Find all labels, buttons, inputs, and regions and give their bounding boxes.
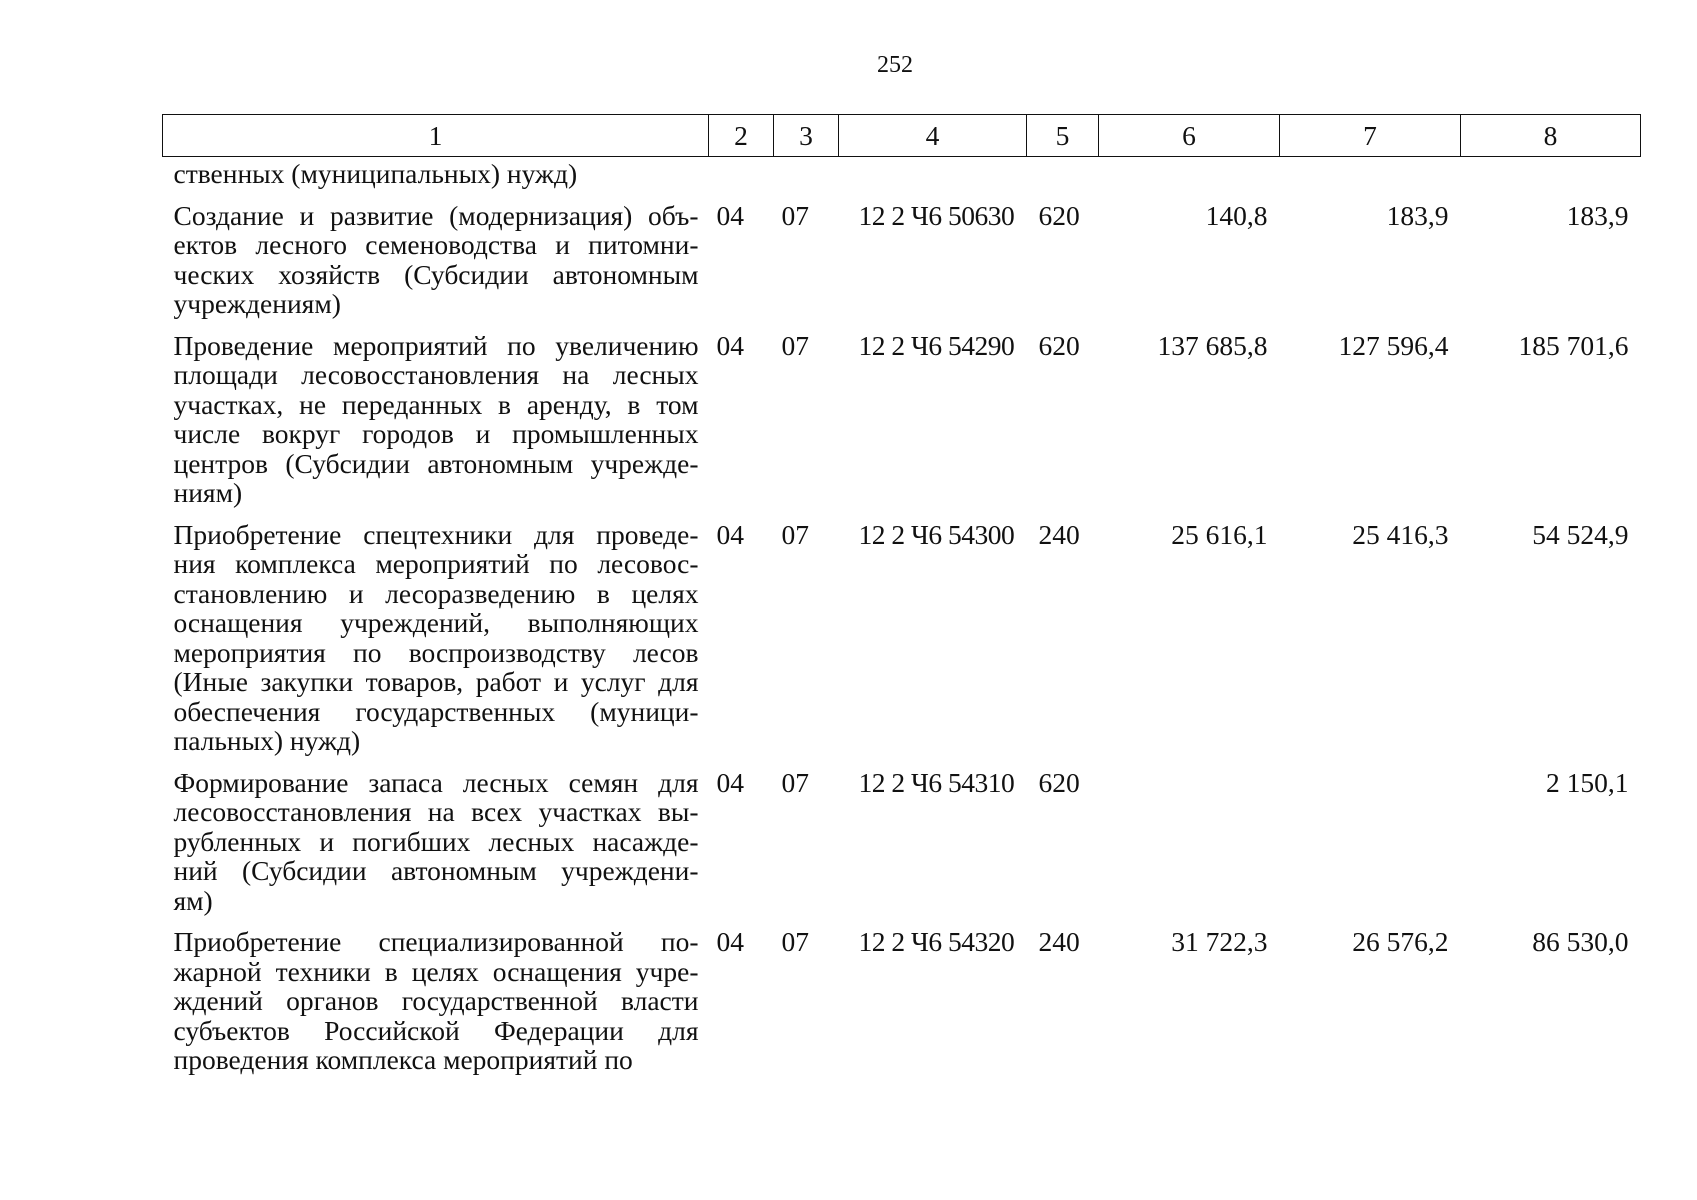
- row-amount-col-6: 140,8: [1205, 199, 1268, 231]
- description-line: лесовосстановления на всех участках вы-: [173, 796, 699, 827]
- description-line: ектов лесного семеноводства и питомни-: [173, 229, 699, 260]
- row-expense-type: 620: [1038, 766, 1080, 798]
- row-description: [163, 756, 709, 916]
- description-line: центров (Субсидии автономным учрежде-: [173, 447, 699, 479]
- row-amount-col-7: [1280, 756, 1461, 916]
- row-expense-type: 620: [1038, 199, 1080, 231]
- row-target-article: 12 2 Ч6 54290: [858, 329, 1015, 361]
- row-amount-col-7: 25 416,3: [1352, 518, 1449, 550]
- row-target-article: 12 2 Ч6 54320: [858, 926, 1015, 957]
- description-line: числе вокруг городов и промышленных: [173, 418, 699, 449]
- description-line: обеспечения государственных (муници-: [173, 695, 699, 727]
- description-line: ний (Субсидии автономным учреждени-: [173, 855, 699, 886]
- header-col-5: 5: [1027, 115, 1099, 157]
- header-col-1: 1: [163, 115, 709, 157]
- row-amount-col-6: 25 616,1: [1171, 518, 1268, 550]
- page-number: [0, 52, 1697, 79]
- row-expense-type: 620: [1038, 329, 1080, 361]
- description-line: ния комплекса мероприятий по лесовос-: [173, 548, 699, 579]
- row-amount-col-6: 31 722,3: [1171, 926, 1268, 957]
- header-col-7: 7: [1280, 115, 1461, 157]
- description-line: рубленных и погибших лесных насажде-: [173, 825, 699, 857]
- description-line: Приобретение специализированной по-: [173, 926, 699, 957]
- header-col-4: 4: [839, 115, 1027, 157]
- row-target-article: 12 2 Ч6 54300: [858, 518, 1015, 550]
- row-amount-col-7: 26 576,2: [1352, 926, 1449, 957]
- header-col-3: 3: [774, 115, 839, 157]
- row-amount-col-6: [1099, 756, 1280, 916]
- row-amount-col-8: 185 701,6: [1518, 329, 1629, 361]
- description-line: (Иные закупки товаров, работ и услуг для: [173, 666, 699, 697]
- description-line: ческих хозяйств (Субсидии автономным: [173, 258, 699, 290]
- table-row: [163, 756, 1641, 916]
- header-col-8: 8: [1461, 115, 1641, 157]
- description-line: Формирование запаса лесных семян для: [173, 766, 699, 798]
- row-amount-col-8: 54 524,9: [1532, 518, 1629, 550]
- row-description: [163, 319, 709, 508]
- description-line: ям): [173, 884, 213, 916]
- description-line: учреждениям): [173, 288, 341, 319]
- description-line: Проведение мероприятий по увеличению: [173, 329, 699, 361]
- row-subsection-code: 07: [781, 329, 809, 361]
- row-section-code: 04: [716, 926, 744, 957]
- description-line: жарной техники в целях оснащения учре-: [173, 955, 699, 987]
- row-subsection-code: 07: [781, 926, 809, 957]
- budget-table: [162, 114, 1641, 1075]
- table-row: [163, 189, 1641, 319]
- continuation-text: ственных (муниципальных) нужд): [173, 158, 578, 189]
- row-description: [163, 915, 709, 1075]
- row-subsection-code: 07: [781, 766, 809, 798]
- header-col-2: 2: [709, 115, 774, 157]
- description-line: проведения комплекса мероприятий по: [173, 1044, 633, 1075]
- row-target-article: 12 2 Ч6 54310: [858, 766, 1015, 798]
- header-col-6: 6: [1099, 115, 1280, 157]
- row-amount-col-8: 183,9: [1566, 199, 1629, 231]
- description-line: оснащения учреждений, выполняющих: [173, 607, 699, 638]
- table-row: [163, 508, 1641, 756]
- page-number-text: 252: [877, 52, 913, 78]
- table-header: [163, 115, 1641, 157]
- description-line: участках, не переданных в аренду, в том: [173, 388, 699, 420]
- description-line: мероприятия по воспроизводству лесов: [173, 636, 699, 668]
- row-section-code: 04: [716, 518, 744, 550]
- row-amount-col-8: 86 530,0: [1532, 926, 1629, 957]
- row-expense-type: 240: [1038, 926, 1080, 957]
- description-line: пальных) нужд): [173, 725, 361, 756]
- description-line: площади лесовосстановления на лесных: [173, 359, 699, 390]
- table-row: [163, 319, 1641, 508]
- row-section-code: 04: [716, 766, 744, 798]
- description-line: становлению и лесоразведению в целях: [173, 577, 699, 609]
- continuation-row: [163, 157, 1641, 189]
- row-subsection-code: 07: [781, 518, 809, 550]
- description-line: ниям): [173, 477, 243, 508]
- row-subsection-code: 07: [781, 199, 809, 231]
- row-expense-type: 240: [1038, 518, 1080, 550]
- row-amount-col-8: 2 150,1: [1546, 766, 1629, 798]
- table-body: [163, 157, 1641, 1075]
- description-line: Приобретение спецтехники для проведе-: [173, 518, 699, 550]
- description-line: субъектов Российской Федерации для: [173, 1014, 699, 1046]
- row-amount-col-7: 183,9: [1386, 199, 1449, 231]
- row-target-article: 12 2 Ч6 50630: [858, 199, 1015, 231]
- row-description: [163, 508, 709, 756]
- row-section-code: 04: [716, 199, 744, 231]
- row-amount-col-6: 137 685,8: [1157, 329, 1268, 361]
- row-section-code: 04: [716, 329, 744, 361]
- description-line: Создание и развитие (модернизация) объ-: [173, 199, 699, 231]
- row-amount-col-7: 127 596,4: [1338, 329, 1449, 361]
- header-row: [163, 115, 1641, 157]
- table-row: [163, 915, 1641, 1075]
- row-description: [163, 189, 709, 319]
- description-line: ждений органов государственной власти: [173, 985, 699, 1016]
